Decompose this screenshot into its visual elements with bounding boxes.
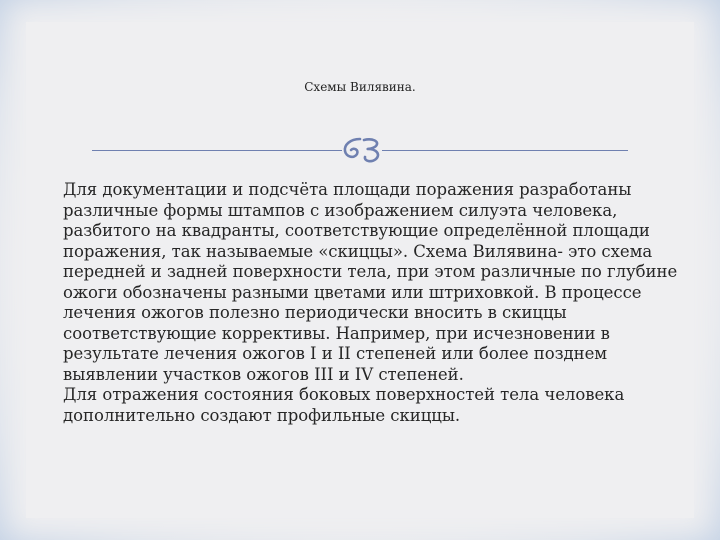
scroll-ornament-icon <box>338 135 386 165</box>
divider-right <box>382 150 628 151</box>
slide-title: Схемы Вилявина. <box>304 80 416 94</box>
body-paragraph-2: Для отражения состояния боковых поверхностей тела человека дополнительно создают профильные скиццы. <box>63 385 625 425</box>
slide-body <box>63 180 693 426</box>
divider-left <box>92 150 342 151</box>
body-paragraph-1: Для документации и подсчёта площади поражения разработаны различные формы штампов с изображением силуэта человека, разбитого на квадранты, соответствующие определённой площади поражения, так называемые «скиццы». Схема Вилявина- это схема передней и задней поверхности тела, при этом различные по глубине ожоги обозначены разными цветами или штриховкой. В процессе лечения ожогов полезно периодически вносить в скиццы соответствующие коррективы. Например, при исчезновении в результате лечения ожогов I и II степеней или более позднем выявлении участков ожогов III и IV степеней. <box>63 180 678 384</box>
